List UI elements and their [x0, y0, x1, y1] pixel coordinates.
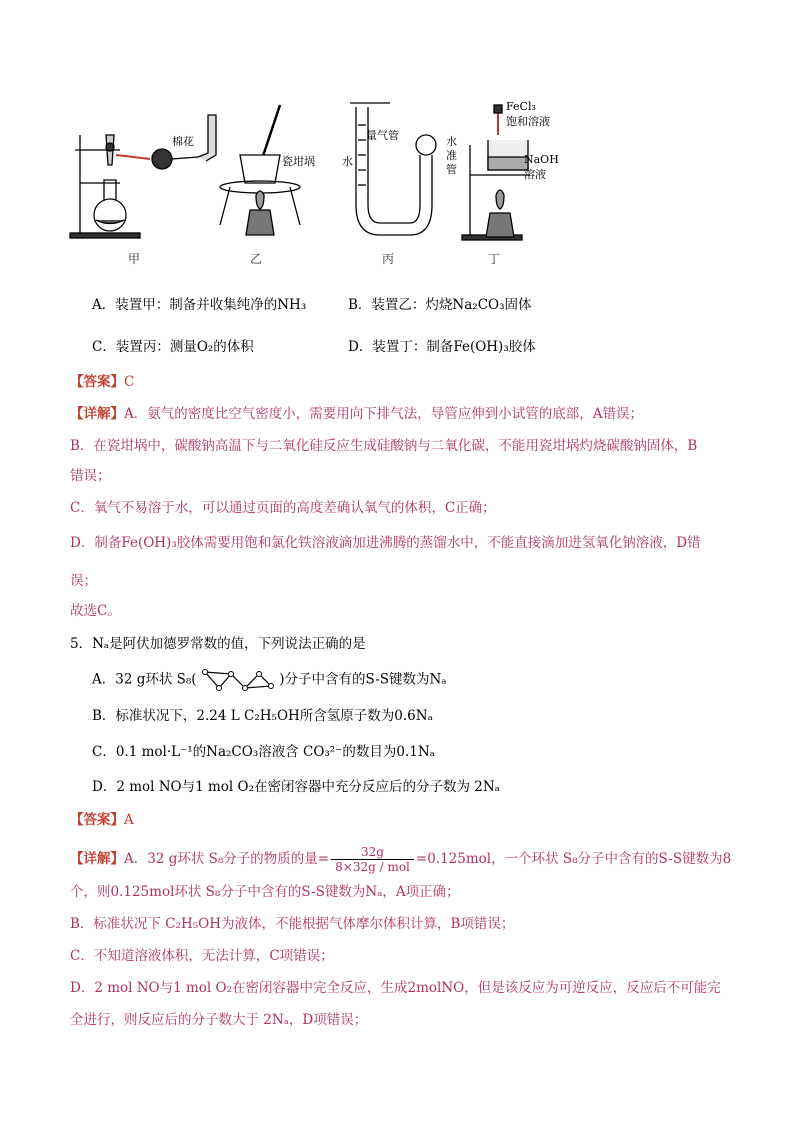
q5-detail-tag: 【详解】: [70, 851, 124, 867]
q4-option-b: B．装置乙：灼烧Na₂CO₃固体: [348, 297, 532, 313]
caption-yi: 乙: [250, 252, 263, 266]
q4-detail-d1: D．制备Fe(OH)₃胶体需要用饱和氯化铁溶液滴加进沸腾的蒸馏水中，不能直接滴加进氢氧化钠溶液，D错: [70, 535, 701, 551]
q4-answer-line: [70, 372, 134, 392]
q5-detail-a-pre: A．32 g环状 S₈分子的物质的量=: [124, 851, 330, 867]
caption-jia: 甲: [128, 252, 141, 266]
q5-answer-line: [70, 810, 134, 830]
q4-option-d: D．装置丁：制备Fe(OH)₃胶体: [348, 339, 536, 355]
q4-option-c: C．装置丙：测量O₂的体积: [92, 339, 254, 355]
label-gas-tube: 量气管: [366, 129, 399, 142]
q4-detail-a: A．氨气的密度比空气密度小，需要用向下排气法，导管应伸到小试管的底部，A错误；: [124, 406, 643, 422]
q5-detail-b: B．标准状况下 C₂H₅OH为液体，不能根据气体摩尔体积计算，B项错误；: [70, 916, 515, 932]
apparatus-drawing: [60, 95, 750, 270]
q5-stem: 5．Nₐ是阿伏加德罗常数的值，下列说法正确的是: [70, 636, 366, 652]
q4-detail-b2: 错误；: [70, 468, 111, 484]
fraction-denominator: 8×32g / mol: [335, 860, 410, 874]
q4-option-a: A．装置甲：制备并收集纯净的NH₃: [92, 297, 307, 313]
label-cotton: 棉花: [172, 135, 194, 148]
fraction-numerator: 32g: [331, 845, 414, 860]
label-naoh: NaOH: [524, 153, 559, 166]
s8-ring-icon: [201, 666, 275, 694]
q5-detail-a-post: =0.125mol，一个环状 S₈分子中含有的S-S键数为8: [415, 851, 732, 867]
q5-option-b: B．标准状况下，2.24 L C₂H₅OH所含氢原子数为0.6Nₐ: [92, 708, 433, 724]
molar-fraction: [331, 845, 414, 874]
label-crucible: 瓷坩埚: [282, 155, 315, 168]
q5-detail-d1: D．2 mol NO与1 mol O₂在密闭容器中完全反应，生成2molNO，但是该反应为可逆反应，反应后不可能完: [70, 980, 721, 996]
label-level-tube: 水准管: [446, 135, 457, 176]
q5-option-a-post: )分子中含有的S-S键数为Nₐ: [279, 671, 447, 688]
q5-option-c: C．0.1 mol·L⁻¹的Na₂CO₃溶液含 CO₃²⁻的数目为0.1Nₐ: [92, 744, 435, 760]
q4-answer-tag: 【答案】: [70, 374, 124, 390]
apparatus-figure: [60, 95, 750, 270]
q4-detail-c: C．氧气不易溶于水，可以通过页面的高度差确认氧气的体积，C正确；: [70, 500, 496, 516]
label-fecl3: FeCl₃: [506, 100, 536, 113]
label-water: 水: [342, 155, 353, 168]
q5-detail-a2: 个，则0.125mol环状 S₈分子中含有的S-S键数为Nₐ，A项正确；: [70, 884, 460, 900]
label-saturated: 饱和溶液: [506, 115, 550, 128]
q5-option-a: [92, 666, 447, 694]
q4-detail-tag: 【详解】: [70, 406, 124, 422]
label-solution: 溶液: [524, 168, 546, 181]
q5-answer-tag: 【答案】: [70, 812, 124, 828]
q4-detail-b1: B．在瓷坩埚中，碳酸钠高温下与二氧化硅反应生成硅酸钠与二氧化碳，不能用瓷坩埚灼烧碳酸钠固体，B: [70, 438, 698, 454]
q5-detail-line-1: [70, 844, 731, 874]
q4-detail-d2: 误；: [70, 573, 97, 589]
q4-detail-line-1: [70, 404, 643, 424]
caption-ding: 丁: [488, 252, 501, 266]
q5-detail-c: C．不知道溶液体积，无法计算，C项错误；: [70, 948, 334, 964]
q5-answer-value: A: [124, 812, 134, 828]
q4-conclusion: 故选C。: [70, 603, 121, 619]
caption-bing: 丙: [382, 252, 395, 266]
q5-option-d: D．2 mol NO与1 mol O₂在密闭容器中充分反应后的分子数为 2Nₐ: [92, 779, 500, 795]
q5-detail-d2: 全进行，则反应后的分子数大于 2Nₐ，D项错误；: [70, 1012, 368, 1028]
q4-answer-value: C: [124, 374, 135, 390]
q5-option-a-pre: A．32 g环状 S₈(: [92, 671, 197, 688]
